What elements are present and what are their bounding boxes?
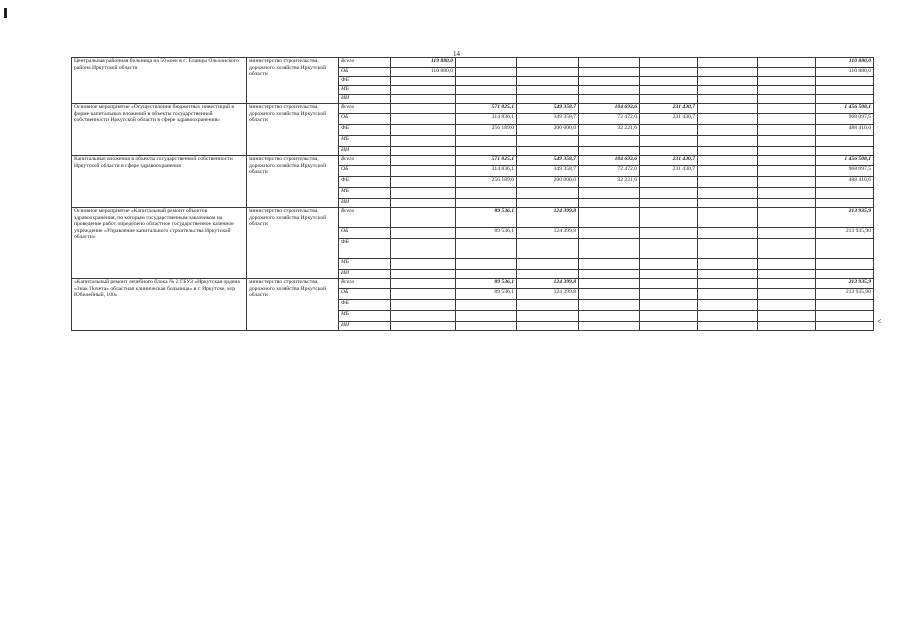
amount-cell bbox=[698, 289, 758, 300]
amount-cell: 124 399,8 bbox=[517, 289, 579, 300]
funding-source: ФБ bbox=[339, 300, 391, 311]
amount-cell: 213 935,9 bbox=[816, 208, 874, 228]
amount-cell bbox=[698, 177, 758, 188]
amount-cell bbox=[698, 228, 758, 239]
amount-cell: 231 430,7 bbox=[640, 104, 698, 114]
amount-cell bbox=[579, 311, 640, 322]
amount-cell bbox=[816, 322, 874, 331]
amount-cell bbox=[456, 311, 517, 322]
amount-cell bbox=[640, 136, 698, 147]
funding-source: МБ bbox=[339, 311, 391, 322]
amount-cell bbox=[517, 188, 579, 199]
amount-cell bbox=[579, 86, 640, 95]
amount-cell bbox=[456, 259, 517, 270]
funding-source: ОБ bbox=[339, 289, 391, 300]
amount-cell bbox=[391, 77, 456, 86]
amount-cell bbox=[579, 322, 640, 331]
amount-cell bbox=[579, 289, 640, 300]
amount-cell: 72 472,0 bbox=[579, 166, 640, 177]
amount-cell bbox=[698, 136, 758, 147]
amount-cell bbox=[456, 68, 517, 77]
funding-source: Всего bbox=[339, 279, 391, 289]
responsible-executor: министерство строительства, дорожного хозяйства Иркутской области bbox=[247, 279, 339, 331]
responsible-executor: министерство строительства, дорожного хозяйства Иркутской области bbox=[247, 208, 339, 279]
amount-cell bbox=[517, 259, 579, 270]
amount-cell bbox=[579, 199, 640, 208]
amount-cell: 110 880,0 bbox=[816, 68, 874, 77]
amount-cell: 256 189,0 bbox=[456, 177, 517, 188]
amount-cell bbox=[579, 136, 640, 147]
amount-cell: 213 935,90 bbox=[816, 228, 874, 239]
amount-cell bbox=[640, 300, 698, 311]
amount-cell bbox=[698, 270, 758, 279]
amount-cell: 72 472,0 bbox=[579, 114, 640, 125]
amount-cell bbox=[517, 58, 579, 68]
amount-cell bbox=[456, 239, 517, 259]
amount-cell bbox=[698, 311, 758, 322]
amount-cell: 314 836,1 bbox=[456, 114, 517, 125]
amount-cell: 89 536,1 bbox=[456, 228, 517, 239]
amount-cell: 213 935,9 bbox=[816, 279, 874, 289]
amount-cell bbox=[517, 68, 579, 77]
amount-cell bbox=[640, 77, 698, 86]
amount-cell bbox=[698, 95, 758, 104]
amount-cell bbox=[758, 199, 816, 208]
amount-cell: 488 410,6 bbox=[816, 125, 874, 136]
amount-cell: 549 358,7 bbox=[517, 156, 579, 166]
amount-cell: 104 693,6 bbox=[579, 104, 640, 114]
amount-cell bbox=[391, 188, 456, 199]
amount-cell bbox=[517, 311, 579, 322]
amount-cell bbox=[758, 270, 816, 279]
amount-cell bbox=[758, 58, 816, 68]
amount-cell: 349 358,7 bbox=[517, 114, 579, 125]
amount-cell bbox=[456, 147, 517, 156]
amount-cell bbox=[391, 239, 456, 259]
amount-cell bbox=[391, 114, 456, 125]
amount-cell: 124 399,8 bbox=[517, 279, 579, 289]
amount-cell bbox=[758, 156, 816, 166]
funding-source: ИИ bbox=[339, 199, 391, 208]
amount-cell bbox=[758, 239, 816, 259]
amount-cell bbox=[579, 95, 640, 104]
funding-source: ФБ bbox=[339, 125, 391, 136]
amount-cell: 110 880,0 bbox=[816, 58, 874, 68]
amount-cell bbox=[579, 68, 640, 77]
amount-cell bbox=[456, 322, 517, 331]
funding-source: ИИ bbox=[339, 147, 391, 156]
amount-cell bbox=[816, 86, 874, 95]
amount-cell: 89 536,1 bbox=[456, 289, 517, 300]
amount-cell bbox=[391, 289, 456, 300]
funding-source: ОБ bbox=[339, 114, 391, 125]
activity-name: Основное мероприятие «Капитальный ремонт объектов здравоохранения, по которым государственным заказчиком на проведение работ определено областное государственное казенное учреждение «Управление капитального строительства Иркутской области» bbox=[72, 208, 247, 279]
amount-cell bbox=[456, 58, 517, 68]
amount-cell bbox=[456, 136, 517, 147]
activity-name: «Капитальный ремонт лечебного блока № 2 ГБУЗ «Иркутская ордена «Знак Почета» областная клиническая больница» в г. Иркутске, м/р Юбилейный, 100» bbox=[72, 279, 247, 331]
amount-cell: 314 836,1 bbox=[456, 166, 517, 177]
table-row bbox=[72, 104, 874, 114]
amount-cell bbox=[640, 208, 698, 228]
amount-cell bbox=[758, 166, 816, 177]
amount-cell bbox=[517, 300, 579, 311]
amount-cell bbox=[517, 322, 579, 331]
funding-source: МБ bbox=[339, 86, 391, 95]
funding-source: Всего bbox=[339, 58, 391, 68]
amount-cell bbox=[391, 147, 456, 156]
responsible-executor: министерство строительства, дорожного хозяйства Иркутской области bbox=[247, 104, 339, 156]
amount-cell: 89 536,1 bbox=[456, 208, 517, 228]
amount-cell bbox=[640, 95, 698, 104]
responsible-executor: министерство строительства, дорожного хозяйства Иркутской области bbox=[247, 156, 339, 208]
amount-cell bbox=[758, 279, 816, 289]
amount-cell bbox=[579, 147, 640, 156]
amount-cell bbox=[579, 208, 640, 228]
funding-source: ИИ bbox=[339, 270, 391, 279]
amount-cell bbox=[640, 58, 698, 68]
amount-cell bbox=[758, 289, 816, 300]
amount-cell bbox=[391, 270, 456, 279]
amount-cell bbox=[698, 208, 758, 228]
amount-cell bbox=[640, 228, 698, 239]
amount-cell bbox=[758, 228, 816, 239]
amount-cell: 213 935,90 bbox=[816, 289, 874, 300]
amount-cell bbox=[456, 300, 517, 311]
amount-cell bbox=[517, 86, 579, 95]
amount-cell bbox=[640, 86, 698, 95]
funding-source: ОБ bbox=[339, 166, 391, 177]
amount-cell bbox=[517, 77, 579, 86]
amount-cell: 256 189,0 bbox=[456, 125, 517, 136]
amount-cell bbox=[698, 114, 758, 125]
amount-cell: 89 536,1 bbox=[456, 279, 517, 289]
amount-cell bbox=[579, 279, 640, 289]
amount-cell bbox=[698, 68, 758, 77]
amount-cell: 488 410,6 bbox=[816, 177, 874, 188]
amount-cell: 200 000,0 bbox=[517, 177, 579, 188]
amount-cell bbox=[698, 300, 758, 311]
amount-cell bbox=[816, 95, 874, 104]
amount-cell: 571 025,1 bbox=[456, 104, 517, 114]
amount-cell bbox=[456, 86, 517, 95]
amount-cell bbox=[456, 95, 517, 104]
table-row bbox=[72, 58, 874, 68]
amount-cell bbox=[391, 125, 456, 136]
amount-cell bbox=[391, 136, 456, 147]
amount-cell bbox=[698, 199, 758, 208]
amount-cell bbox=[758, 77, 816, 86]
amount-cell bbox=[816, 188, 874, 199]
amount-cell bbox=[640, 322, 698, 331]
amount-cell bbox=[698, 86, 758, 95]
funding-source: ФБ bbox=[339, 177, 391, 188]
amount-cell bbox=[517, 199, 579, 208]
amount-cell: 124 399,8 bbox=[517, 228, 579, 239]
amount-cell bbox=[517, 270, 579, 279]
activity-name: Основное мероприятие «Осуществление бюджетных инвестиций в форме капитальных вложений в объекты государственной собственности Иркутской области в сфере здравоохранения» bbox=[72, 104, 247, 156]
amount-cell bbox=[391, 156, 456, 166]
amount-cell bbox=[391, 95, 456, 104]
amount-cell bbox=[816, 259, 874, 270]
amount-cell: 571 025,1 bbox=[456, 156, 517, 166]
amount-cell: 549 358,7 bbox=[517, 104, 579, 114]
amount-cell bbox=[816, 77, 874, 86]
amount-cell bbox=[579, 300, 640, 311]
amount-cell: 1 456 508,1 bbox=[816, 104, 874, 114]
amount-cell bbox=[517, 239, 579, 259]
amount-cell bbox=[391, 322, 456, 331]
amount-cell bbox=[579, 77, 640, 86]
amount-cell bbox=[758, 86, 816, 95]
amount-cell bbox=[758, 188, 816, 199]
funding-source: МБ bbox=[339, 259, 391, 270]
funding-source: ИИ bbox=[339, 95, 391, 104]
amount-cell bbox=[456, 188, 517, 199]
amount-cell bbox=[698, 156, 758, 166]
amount-cell bbox=[698, 239, 758, 259]
amount-cell bbox=[698, 77, 758, 86]
amount-cell bbox=[640, 188, 698, 199]
amount-cell bbox=[517, 147, 579, 156]
amount-cell: 200 000,0 bbox=[517, 125, 579, 136]
amount-cell bbox=[758, 311, 816, 322]
amount-cell bbox=[391, 208, 456, 228]
amount-cell bbox=[758, 114, 816, 125]
amount-cell: 32 221,6 bbox=[579, 125, 640, 136]
amount-cell bbox=[758, 104, 816, 114]
amount-cell bbox=[816, 147, 874, 156]
funding-source: ОБ bbox=[339, 68, 391, 77]
amount-cell bbox=[640, 68, 698, 77]
amount-cell bbox=[579, 228, 640, 239]
table-row bbox=[72, 208, 874, 228]
responsible-executor: министерство строительства, дорожного хозяйства Иркутской области bbox=[247, 58, 339, 104]
amount-cell bbox=[640, 279, 698, 289]
amount-cell bbox=[517, 136, 579, 147]
amount-cell: 1 456 508,1 bbox=[816, 156, 874, 166]
amount-cell bbox=[391, 259, 456, 270]
amount-cell bbox=[758, 68, 816, 77]
funding-source: МБ bbox=[339, 188, 391, 199]
amount-cell bbox=[698, 188, 758, 199]
amount-cell bbox=[758, 177, 816, 188]
amount-cell bbox=[640, 147, 698, 156]
amount-cell bbox=[456, 270, 517, 279]
side-mark: < bbox=[877, 317, 882, 326]
activity-name: Капитальные вложения в объекты государственной собственности Иркутской области в сфере здравоохранения bbox=[72, 156, 247, 208]
activity-name: Центральная районная больница на 50 коек в с. Еланцы Ольхонского района Иркутской области bbox=[72, 58, 247, 104]
funding-source: Всего bbox=[339, 208, 391, 228]
amount-cell bbox=[758, 95, 816, 104]
amount-cell bbox=[758, 208, 816, 228]
table-row bbox=[72, 156, 874, 166]
amount-cell bbox=[816, 270, 874, 279]
amount-cell bbox=[517, 95, 579, 104]
amount-cell: 231 430,7 bbox=[640, 156, 698, 166]
funding-source: Всего bbox=[339, 104, 391, 114]
amount-cell bbox=[816, 199, 874, 208]
amount-cell: 349 358,7 bbox=[517, 166, 579, 177]
amount-cell: 231 430,7 bbox=[640, 166, 698, 177]
amount-cell bbox=[640, 199, 698, 208]
funding-source: МБ bbox=[339, 136, 391, 147]
amount-cell bbox=[456, 77, 517, 86]
amount-cell bbox=[816, 311, 874, 322]
budget-table bbox=[71, 57, 874, 331]
amount-cell bbox=[391, 311, 456, 322]
amount-cell bbox=[698, 279, 758, 289]
funding-source: ФБ bbox=[339, 77, 391, 86]
amount-cell bbox=[698, 125, 758, 136]
amount-cell bbox=[698, 166, 758, 177]
amount-cell bbox=[579, 188, 640, 199]
amount-cell bbox=[698, 104, 758, 114]
funding-source: Всего bbox=[339, 156, 391, 166]
funding-source: ФБ bbox=[339, 239, 391, 259]
amount-cell bbox=[640, 177, 698, 188]
amount-cell bbox=[579, 58, 640, 68]
amount-cell bbox=[758, 147, 816, 156]
amount-cell: 104 693,6 bbox=[579, 156, 640, 166]
amount-cell bbox=[640, 239, 698, 259]
amount-cell bbox=[579, 270, 640, 279]
amount-cell: 110 880,0 bbox=[391, 68, 456, 77]
amount-cell bbox=[758, 322, 816, 331]
amount-cell bbox=[698, 58, 758, 68]
scan-edge-mark bbox=[4, 8, 7, 18]
amount-cell bbox=[640, 270, 698, 279]
amount-cell bbox=[391, 104, 456, 114]
amount-cell bbox=[391, 86, 456, 95]
amount-cell bbox=[640, 289, 698, 300]
amount-cell bbox=[640, 125, 698, 136]
table-row bbox=[72, 279, 874, 289]
amount-cell bbox=[698, 147, 758, 156]
amount-cell bbox=[579, 259, 640, 270]
amount-cell bbox=[758, 259, 816, 270]
amount-cell bbox=[391, 199, 456, 208]
amount-cell: 32 221,6 bbox=[579, 177, 640, 188]
amount-cell: 124 399,8 bbox=[517, 208, 579, 228]
amount-cell bbox=[816, 239, 874, 259]
funding-source: ОБ bbox=[339, 228, 391, 239]
amount-cell bbox=[456, 199, 517, 208]
amount-cell: 231 430,7 bbox=[640, 114, 698, 125]
amount-cell bbox=[758, 125, 816, 136]
amount-cell bbox=[391, 228, 456, 239]
amount-cell bbox=[391, 279, 456, 289]
amount-cell bbox=[391, 300, 456, 311]
amount-cell bbox=[698, 322, 758, 331]
amount-cell bbox=[816, 136, 874, 147]
amount-cell bbox=[816, 300, 874, 311]
amount-cell bbox=[579, 239, 640, 259]
amount-cell bbox=[391, 166, 456, 177]
amount-cell: 968 097,5 bbox=[816, 114, 874, 125]
amount-cell bbox=[758, 300, 816, 311]
amount-cell: 968 097,5 bbox=[816, 166, 874, 177]
page-number: 14 bbox=[453, 50, 460, 58]
amount-cell bbox=[758, 136, 816, 147]
amount-cell bbox=[391, 177, 456, 188]
amount-cell bbox=[640, 259, 698, 270]
amount-cell bbox=[698, 259, 758, 270]
amount-cell: 119 880,0 bbox=[391, 58, 456, 68]
funding-source: ИИ bbox=[339, 322, 391, 331]
amount-cell bbox=[640, 311, 698, 322]
